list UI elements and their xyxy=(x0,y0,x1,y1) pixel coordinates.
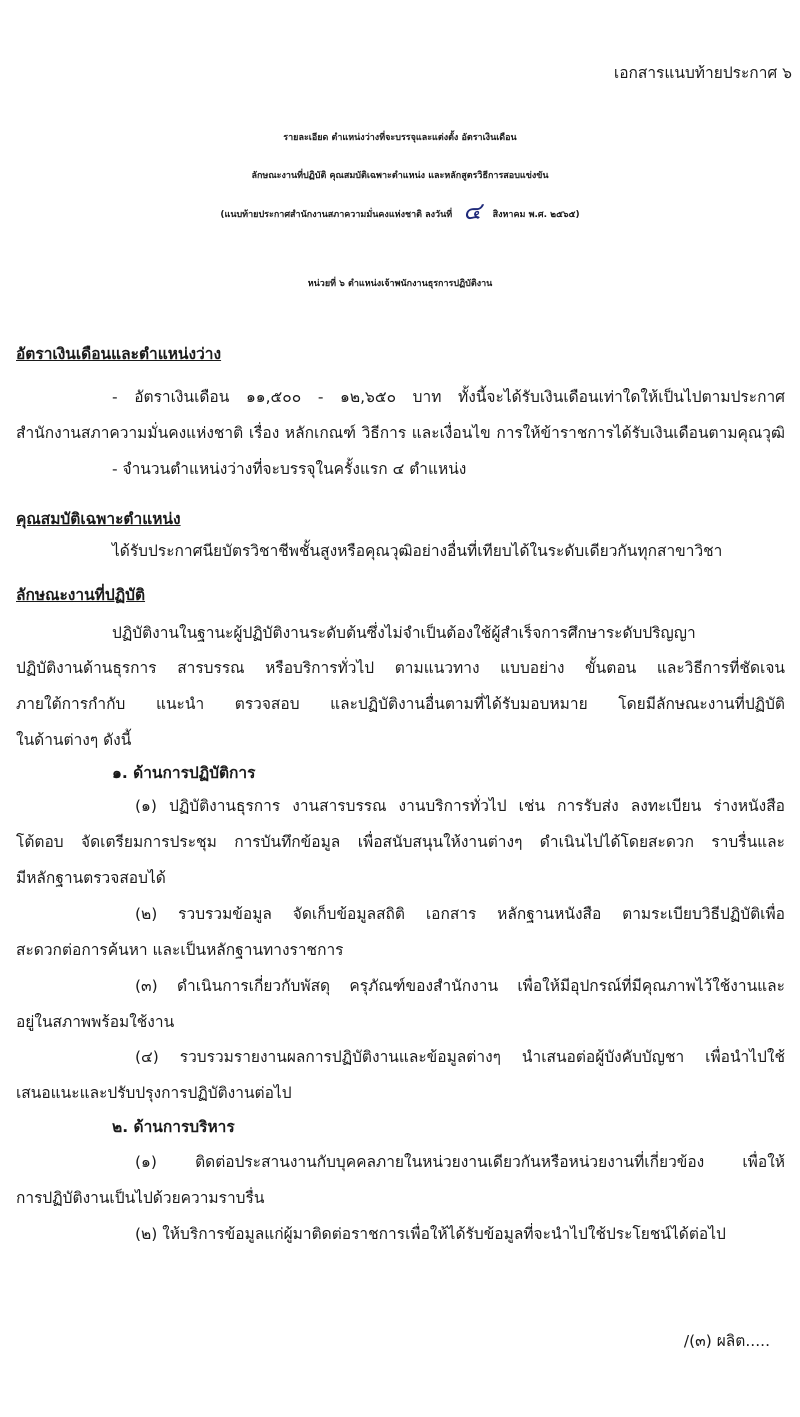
qualification-text: ได้รับประกาศนียบัตรวิชาชีพชั้นสูงหรือคุณวุฒิอย่างอื่นที่เทียบได้ในระดับเดียวกันทุกสาขาวิชา xyxy=(112,542,723,560)
title-line-3-suffix: สิงหาคม พ.ศ. ๒๕๖๕) xyxy=(492,210,580,220)
s1-item3-line1: (๓) ดำเนินการเกี่ยวกับพัสดุ ครุภัณฑ์ของสำนักงาน เพื่อให้มีอุปกรณ์ที่มีคุณภาพไว้ใช้งานและ xyxy=(135,977,785,995)
duties-intro-3: ภายใต้การกำกับ แนะนำ ตรวจสอบ และปฏิบัติงานอื่นตามที่ได้รับมอบหมาย โดยมีลักษณะงานที่ปฏิบัติ xyxy=(16,695,785,713)
s1-item4-line2: เสนอแนะและปรับปรุงการปฏิบัติงานต่อไป xyxy=(16,1084,292,1102)
s1-item2-line2: สะดวกต่อการค้นหา และเป็นหลักฐานทางราชการ xyxy=(16,941,344,959)
s1-item1-line1: (๑) ปฏิบัติงานธุรการ งานสารบรรณ งานบริการทั่วไป เช่น การรับส่ง ลงทะเบียน ร่างหนังสือ xyxy=(135,797,785,815)
handwritten-day: ๔ xyxy=(463,197,482,225)
title-line-3 xyxy=(0,197,800,226)
s1-item4-line1: (๔) รวบรวมรายงานผลการปฏิบัติงานและข้อมูลต่างๆ นำเสนอต่อผู้บังคับบัญชา เพื่อนำไปใช้ xyxy=(135,1048,785,1066)
s1-item1-line3: มีหลักฐานตรวจสอบได้ xyxy=(16,869,166,887)
continuation-marker: /(๓) ผลิต..... xyxy=(683,1332,770,1350)
s1-item2-line1: (๒) รวบรวมข้อมูล จัดเก็บข้อมูลสถิติ เอกสาร หลักฐานหนังสือ ตามระเบียบวิธีปฏิบัติเพื่อ xyxy=(135,905,785,923)
salary-line-3: - จำนวนตำแหน่งว่างที่จะบรรจุในครั้งแรก ๔ ตำแหน่ง xyxy=(112,460,467,478)
title-line-3-prefix: (แนบท้ายประกาศสำนักงานสภาความมั่นคงแห่งชาติ ลงวันที่ xyxy=(220,210,453,220)
salary-line-1: - อัตราเงินเดือน ๑๑,๕๐๐ - ๑๒,๖๕๐ บาท ทั้งนี้จะได้รับเงินเดือนเท่าใดให้เป็นไปตามประกาศ xyxy=(112,388,785,406)
s2-item1-line1: (๑) ติดต่อประสานงานกับบุคคลภายในหน่วยงานเดียวกันหรือหน่วยงานที่เกี่ยวข้อง เพื่อให้ xyxy=(135,1153,785,1171)
title-line-2: ลักษณะงานที่ปฏิบัติ คุณสมบัติเฉพาะตำแหน่ง และหลักสูตรวิธีการสอบแข่งขัน xyxy=(251,171,549,181)
section2-heading: ๒. ด้านการบริหาร xyxy=(112,1118,235,1136)
annex-label: เอกสารแนบท้ายประกาศ ๖ xyxy=(613,64,792,82)
salary-heading: อัตราเงินเดือนและตำแหน่งว่าง xyxy=(16,345,222,363)
s1-item3-line2: อยู่ในสภาพพร้อมใช้งาน xyxy=(16,1013,175,1031)
s1-item1-line2: โต้ตอบ จัดเตรียมการประชุม การบันทึกข้อมูล เพื่อสนับสนุนให้งานต่างๆ ดำเนินไปได้โดยสะดวก ราบรื่นและ xyxy=(16,833,785,851)
duties-intro-2: ปฏิบัติงานด้านธุรการ สารบรรณ หรือบริการทั่วไป ตามแนวทาง แบบอย่าง ขั้นตอน และวิธีการที่ชัดเจน xyxy=(16,659,785,677)
s2-item2-line1: (๒) ให้บริการข้อมูลแก่ผู้มาติดต่อราชการเพื่อให้ได้รับข้อมูลที่จะนำไปใช้ประโยชน์ได้ต่อไป xyxy=(135,1225,726,1243)
section1-heading: ๑. ด้านการปฏิบัติการ xyxy=(112,764,256,782)
duties-intro-1: ปฏิบัติงานในฐานะผู้ปฏิบัติงานระดับต้นซึ่งไม่จำเป็นต้องใช้ผู้สำเร็จการศึกษาระดับปริญญา xyxy=(112,624,696,642)
salary-line-2: สำนักงานสภาความมั่นคงแห่งชาติ เรื่อง หลักเกณฑ์ วิธีการ และเงื่อนไข การให้ข้าราชการได้รับเงินเดือนตามคุณวุฒิ xyxy=(16,424,785,442)
duties-intro-4: ในด้านต่างๆ ดังนี้ xyxy=(16,731,132,749)
unit-heading: หน่วยที่ ๖ ตำแหน่งเจ้าพนักงานธุรการปฏิบัติงาน xyxy=(307,279,493,289)
title-line-1: รายละเอียด ตำแหน่งว่างที่จะบรรจุและแต่งตั้ง อัตราเงินเดือน xyxy=(283,133,517,143)
qualification-heading: คุณสมบัติเฉพาะตำแหน่ง xyxy=(16,510,181,528)
s2-item1-line2: การปฏิบัติงานเป็นไปด้วยความราบรื่น xyxy=(16,1189,265,1207)
duties-heading: ลักษณะงานที่ปฏิบัติ xyxy=(16,586,146,604)
